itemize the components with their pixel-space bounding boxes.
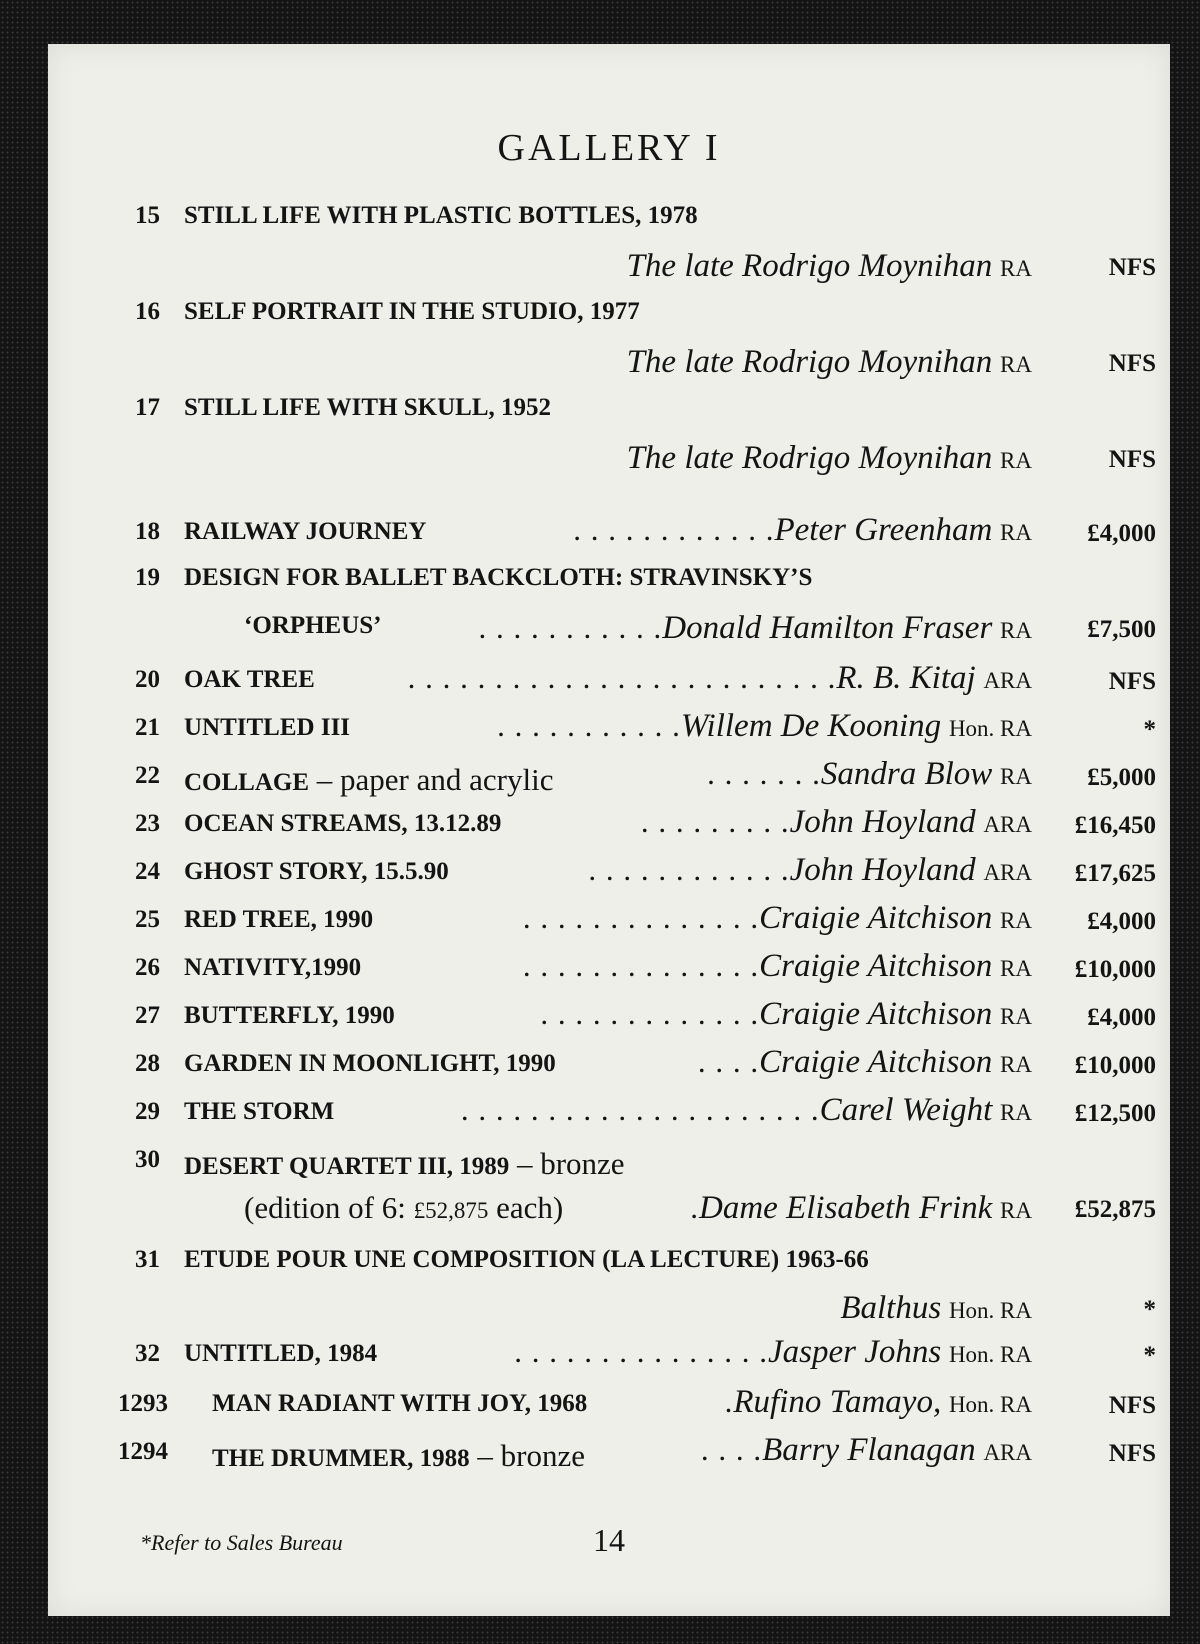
entry-artist-line — [698, 1044, 1032, 1081]
entry-price: £12,500 — [1074, 1100, 1156, 1127]
entry-title — [184, 1146, 625, 1182]
entry-suffix: RA — [1000, 256, 1032, 281]
entry-price: * — [1143, 716, 1156, 743]
entry-title: OCEAN STREAMS, 13.12.89 — [184, 810, 502, 837]
entry-title: OAK TREE — [184, 666, 315, 693]
catalogue-entry-23 — [48, 804, 1170, 848]
leader-dots: . . . . . . . . . . . . . . — [522, 948, 760, 983]
entry-suffix: RA — [1000, 448, 1032, 473]
entry-artist-line — [627, 248, 1032, 285]
entry-suffix: Hon. RA — [948, 1298, 1032, 1323]
entry-price: NFS — [1108, 446, 1156, 473]
entry-number: 28 — [135, 1050, 160, 1077]
entry-suffix: RA — [1000, 520, 1032, 545]
catalogue-entry-17 — [48, 394, 1170, 476]
entry-suffix: RA — [1000, 1100, 1032, 1125]
catalogue-entry-18 — [48, 512, 1170, 556]
leader-dots: . — [690, 1190, 700, 1225]
entry-suffix: Hon. RA — [948, 1392, 1032, 1417]
entry-price: £4,000 — [1087, 520, 1156, 547]
entry-artist-line — [627, 344, 1032, 381]
entry-number: 27 — [135, 1002, 160, 1029]
leader-dots: . . . . . . . . . . . . . . . . . . . . . . . . . — [407, 660, 837, 695]
entry-suffix: RA — [1000, 1004, 1032, 1029]
entry-title: ETUDE POUR UNE COMPOSITION (LA LECTURE) 1963-66 — [184, 1246, 869, 1273]
entry-title: UNTITLED, 1984 — [184, 1340, 378, 1367]
entry-artist: The late Rodrigo Moynihan — [626, 440, 993, 476]
entry-price: NFS — [1108, 1392, 1156, 1419]
entry-title: DESIGN FOR BALLET BACKCLOTH: STRAVINSKY’S — [184, 564, 813, 591]
entry-number: 17 — [135, 394, 160, 421]
leader-dots: . — [724, 1384, 734, 1419]
entry-artist: John Hoyland — [789, 804, 976, 840]
entry-price: * — [1143, 1342, 1156, 1369]
entry-title: UNTITLED III — [184, 714, 351, 741]
entry-price: £4,000 — [1087, 1004, 1156, 1031]
entry-title-text: THE DRUMMER, 1988 — [212, 1445, 470, 1472]
entry-artist: Craigie Aitchison — [759, 996, 993, 1032]
entry-artist: Craigie Aitchison — [759, 900, 993, 936]
entry-suffix: ARA — [983, 1440, 1032, 1465]
leader-dots: . . . . . . . . . . . . — [588, 852, 790, 887]
entry-artist-line — [540, 996, 1032, 1033]
entry-title: RED TREE, 1990 — [184, 906, 374, 933]
entry-artist: Craigie Aitchison — [759, 948, 993, 984]
entry-price: £52,875 — [1074, 1196, 1156, 1223]
entry-number: 25 — [135, 906, 160, 933]
entry-artist: Jasper Johns — [767, 1334, 942, 1370]
footnote: *Refer to Sales Bureau — [140, 1530, 343, 1555]
entry-artist: Willem De Kooning — [680, 708, 942, 744]
entry-number: 1294 — [118, 1438, 168, 1465]
entry-artist: Balthus — [840, 1290, 942, 1326]
catalogue-entry-26 — [48, 948, 1170, 992]
entry-title: STILL LIFE WITH SKULL, 1952 — [184, 394, 552, 421]
entry-title: GARDEN IN MOONLIGHT, 1990 — [184, 1050, 556, 1077]
entry-price: £10,000 — [1074, 956, 1156, 983]
entry-price: NFS — [1108, 254, 1156, 281]
entry-title: STILL LIFE WITH PLASTIC BOTTLES, 1978 — [184, 202, 698, 229]
entry-suffix: ARA — [983, 860, 1032, 885]
entry-title-text: DESERT QUARTET III, 1989 — [184, 1153, 510, 1180]
entry-artist: Peter Greenham — [774, 512, 993, 548]
entry-artist: Dame Elisabeth Frink — [699, 1190, 993, 1226]
entry-artist-line — [690, 1190, 1032, 1227]
entry-suffix: ARA — [983, 668, 1032, 693]
entry-price: NFS — [1108, 668, 1156, 695]
entry-artist-line — [707, 756, 1032, 793]
catalogue-entry-16 — [48, 298, 1170, 380]
edition-prefix: (edition of 6: — [244, 1190, 414, 1225]
entry-suffix: Hon. RA — [948, 716, 1032, 741]
catalogue-entry-29 — [48, 1092, 1170, 1136]
entry-artist-line — [523, 948, 1032, 985]
leader-dots: . . . . . . . — [707, 756, 821, 791]
entry-title: SELF PORTRAIT IN THE STUDIO, 1977 — [184, 298, 640, 325]
entry-price: £4,000 — [1087, 908, 1156, 935]
entry-number: 16 — [135, 298, 160, 325]
entry-suffix: RA — [1000, 956, 1032, 981]
catalogue-entry-1294 — [48, 1432, 1170, 1476]
entry-medium: – bronze — [509, 1146, 625, 1181]
entry-title — [184, 762, 553, 798]
entry-price: £10,000 — [1074, 1052, 1156, 1079]
entry-artist-line — [701, 1432, 1032, 1469]
catalogue-entry-27 — [48, 996, 1170, 1040]
entry-artist: The late Rodrigo Moynihan — [626, 344, 993, 380]
edition-price: £52,875 — [413, 1198, 489, 1223]
entry-price: NFS — [1108, 350, 1156, 377]
entry-artist-line — [725, 1384, 1032, 1421]
entry-title: GHOST STORY, 15.5.90 — [184, 858, 449, 885]
catalogue-entry-15 — [48, 202, 1170, 284]
catalogue-entry-31 — [48, 1240, 1170, 1326]
catalogue-entry-20 — [48, 660, 1170, 704]
catalogue-page — [48, 44, 1170, 1616]
catalogue-entry-32 — [48, 1334, 1170, 1378]
entry-suffix: RA — [1000, 908, 1032, 933]
entry-number: 31 — [135, 1246, 160, 1273]
entry-price: £7,500 — [1087, 616, 1156, 643]
leader-dots: . . . . . . . . . . . — [478, 610, 663, 645]
entry-price: £16,450 — [1074, 812, 1156, 839]
entry-artist-line — [408, 660, 1032, 697]
leader-dots: . . . . . . . . . — [640, 804, 790, 839]
leader-dots: . . . . — [700, 1432, 763, 1467]
entry-title: MAN RADIANT WITH JOY, 1968 — [212, 1390, 588, 1417]
leader-dots: . . . . . . . . . . . . . . . — [514, 1334, 768, 1369]
entry-suffix: RA — [1000, 618, 1032, 643]
catalogue-entry-28 — [48, 1044, 1170, 1088]
entry-price: NFS — [1108, 1440, 1156, 1467]
page-title: GALLERY I — [497, 127, 721, 169]
entry-suffix: ARA — [983, 812, 1032, 837]
entry-suffix: RA — [1000, 352, 1032, 377]
entry-artist: The late Rodrigo Moynihan — [626, 248, 993, 284]
entry-edition — [244, 1190, 563, 1226]
entry-title-continued: ‘ORPHEUS’ — [244, 612, 382, 639]
catalogue-entry-30 — [48, 1140, 1170, 1226]
entry-number: 23 — [135, 810, 160, 837]
leader-dots: . . . . . . . . . . . — [497, 708, 681, 743]
entry-artist-line — [641, 804, 1032, 841]
entry-artist-line — [514, 1334, 1032, 1371]
entry-number: 30 — [135, 1146, 160, 1173]
edition-suffix: each) — [488, 1190, 564, 1225]
entry-number: 22 — [135, 762, 160, 789]
catalogue-entry-22 — [48, 756, 1170, 800]
catalogue-entry-24 — [48, 852, 1170, 896]
entry-artist: Carel Weight — [819, 1092, 993, 1128]
catalogue-entry-21 — [48, 708, 1170, 752]
entry-number: 29 — [135, 1098, 160, 1125]
catalogue-entry-25 — [48, 900, 1170, 944]
entry-price: £5,000 — [1087, 764, 1156, 791]
entry-artist: Barry Flanagan — [762, 1432, 976, 1468]
entry-number: 26 — [135, 954, 160, 981]
entry-price: £17,625 — [1074, 860, 1156, 887]
entry-title — [212, 1438, 585, 1474]
entry-artist-line — [840, 1290, 1032, 1327]
entry-artist-line — [627, 440, 1032, 477]
entry-artist: Craigie Aitchison — [759, 1044, 993, 1080]
entry-artist-line — [573, 512, 1032, 549]
entry-number: 32 — [135, 1340, 160, 1367]
entry-suffix: Hon. RA — [948, 1342, 1032, 1367]
entry-suffix: RA — [1000, 1198, 1032, 1223]
entry-artist: John Hoyland — [789, 852, 976, 888]
entry-number: 19 — [135, 564, 160, 591]
entry-number: 20 — [135, 666, 160, 693]
leader-dots: . . . . . . . . . . . . — [573, 512, 775, 547]
entry-number: 24 — [135, 858, 160, 885]
leader-dots: . . . . . . . . . . . . . . — [522, 900, 760, 935]
entry-title: RAILWAY JOURNEY — [184, 518, 427, 545]
entry-suffix: RA — [1000, 764, 1032, 789]
entry-number: 21 — [135, 714, 160, 741]
catalogue-entry-19 — [48, 564, 1170, 646]
entry-artist-line — [523, 900, 1032, 937]
leader-dots: . . . . . . . . . . . . . . . . . . . . . — [460, 1092, 820, 1127]
leader-dots: . . . . — [697, 1044, 760, 1079]
entry-title-text: COLLAGE — [184, 769, 310, 796]
entry-number: 1293 — [118, 1390, 168, 1417]
entry-artist-line — [461, 1092, 1032, 1129]
entry-artist: Sandra Blow — [820, 756, 993, 792]
entry-title: THE STORM — [184, 1098, 335, 1125]
entry-artist: R. B. Kitaj — [836, 660, 976, 696]
catalogue-entry-1293 — [48, 1384, 1170, 1428]
entry-number: 18 — [135, 518, 160, 545]
entry-suffix: RA — [1000, 1052, 1032, 1077]
entry-medium: – paper and acrylic — [309, 762, 554, 797]
entry-artist-line — [479, 610, 1032, 647]
entry-artist-line — [497, 708, 1032, 745]
leader-dots: . . . . . . . . . . . . . — [540, 996, 760, 1031]
entry-artist-line — [588, 852, 1032, 889]
entry-number: 15 — [135, 202, 160, 229]
entry-title: NATIVITY,1990 — [184, 954, 362, 981]
entry-medium: – bronze — [469, 1438, 585, 1473]
entry-price: * — [1143, 1296, 1156, 1323]
page-number: 14 — [593, 1522, 625, 1558]
entry-artist: Rufino Tamayo, — [733, 1384, 942, 1420]
entry-artist: Donald Hamilton Fraser — [662, 610, 993, 646]
entry-title: BUTTERFLY, 1990 — [184, 1002, 395, 1029]
